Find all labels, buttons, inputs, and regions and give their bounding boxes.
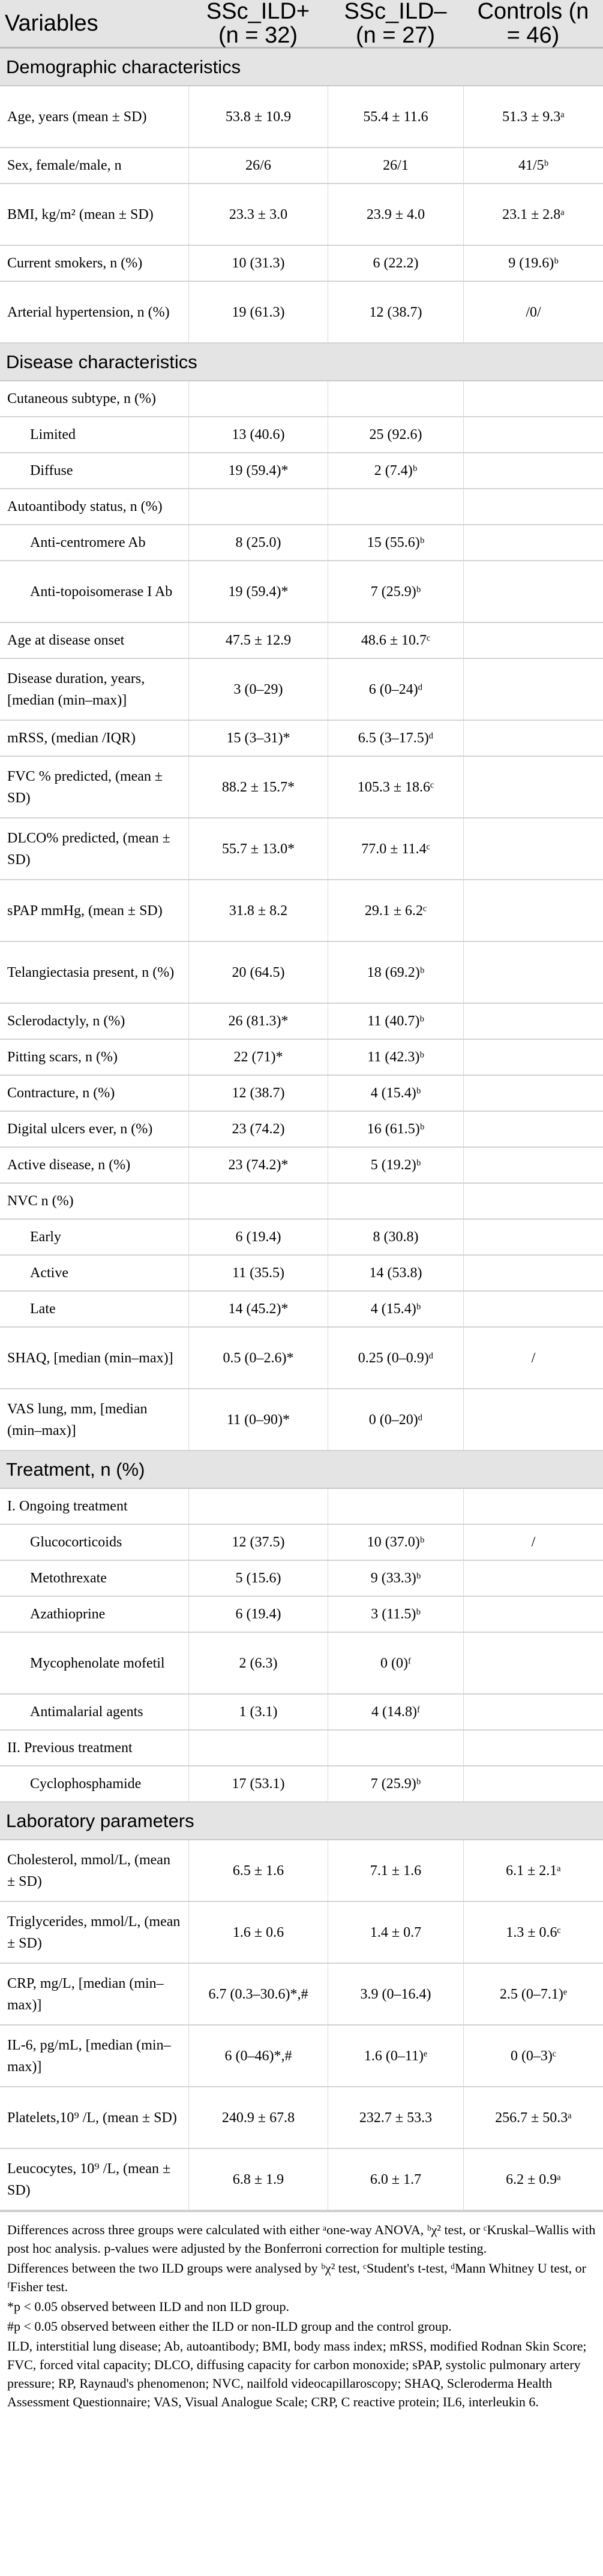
- cell-controls: /: [463, 1328, 603, 1388]
- cell-ssc-ild-plus: 0.5 (0–2.6)*: [188, 1328, 328, 1388]
- footnote: Differences between the two ILD groups were analysed by ᵇχ² test, ᶜStudent's t-test, ᵈMann Whitney U test, or ᶠFisher test.: [7, 2261, 587, 2294]
- table-row: [0, 1597, 603, 1633]
- row-label: Anti-centromere Ab: [30, 535, 146, 550]
- row-label: FVC % predicted, (mean ± SD): [7, 768, 163, 806]
- cell-controls: [463, 1256, 603, 1290]
- cell-ssc-ild-minus: 6 (0–24)ᵈ: [328, 659, 463, 720]
- header-controls: Controls (n = 46): [477, 0, 589, 48]
- cell-ssc-ild-minus: 5 (19.2)ᵇ: [328, 1148, 463, 1182]
- row-label: Anti-topoisomerase I Ab: [30, 583, 173, 600]
- cell-ssc-ild-plus: 23.3 ± 3.0: [188, 184, 328, 245]
- cell-ssc-ild-plus: 22 (71)*: [188, 1040, 328, 1075]
- cell-ssc-ild-minus: 16 (61.5)ᵇ: [328, 1112, 463, 1146]
- cell-controls: 0 (0–3)ᶜ: [463, 2026, 603, 2086]
- table-row: [0, 1328, 603, 1389]
- table-row: [0, 757, 603, 818]
- table-row: [0, 1633, 603, 1695]
- cell-ssc-ild-minus: [328, 489, 463, 524]
- row-label: Leucocytes, 10⁹ /L, (mean ± SD): [7, 2160, 171, 2198]
- table-row: [0, 721, 603, 757]
- cell-ssc-ild-minus: [328, 381, 463, 416]
- cell-ssc-ild-minus: [328, 1184, 463, 1218]
- cell-ssc-ild-plus: 2 (6.3): [188, 1633, 328, 1693]
- cell-controls: [463, 818, 603, 879]
- row-label: mRSS, (median /IQR): [7, 730, 136, 746]
- row-label: Age at disease onset: [7, 633, 125, 648]
- cell-ssc-ild-plus: 10 (31.3): [188, 246, 328, 281]
- cell-controls: [463, 381, 603, 416]
- table-row: [0, 1112, 603, 1148]
- cell-ssc-ild-minus: 1.4 ± 0.7: [328, 1902, 463, 1963]
- table-row: [0, 86, 603, 148]
- row-label: Disease duration, years, [median (min–max)]: [7, 670, 145, 708]
- cell-ssc-ild-minus: 55.4 ± 11.6: [328, 86, 463, 147]
- section-treatment: Treatment, n (%): [0, 1451, 603, 1489]
- row-label: Triglycerides, mmol/L, (mean ± SD): [7, 1913, 181, 1951]
- footnote: #p < 0.05 observed between either the ILD or non-ILD group and the control group.: [7, 2319, 452, 2334]
- cell-ssc-ild-plus: [188, 381, 328, 416]
- cell-controls: 9 (19.6)ᵇ: [463, 246, 603, 281]
- cell-ssc-ild-minus: 77.0 ± 11.4ᶜ: [328, 818, 463, 879]
- cell-ssc-ild-plus: 23 (74.2)*: [188, 1148, 328, 1182]
- cell-controls: [463, 1004, 603, 1039]
- cell-ssc-ild-plus: 88.2 ± 15.7*: [188, 757, 328, 817]
- table-row: [0, 1040, 603, 1076]
- laboratory-group: [0, 1840, 603, 2211]
- cell-ssc-ild-minus: 105.3 ± 18.6ᶜ: [328, 757, 463, 817]
- cell-ssc-ild-minus: 7 (25.9)ᵇ: [328, 1767, 463, 1801]
- table-header: [0, 0, 603, 49]
- table-row: [0, 880, 603, 942]
- table-row: [0, 1964, 603, 2026]
- row-label: Glucocorticoids: [30, 1534, 122, 1550]
- footnote: ILD, interstitial lung disease; Ab, autoantibody; BMI, body mass index; mRSS, modified Rodnan Skin Score; FVC, forced vital capacity; DLCO, diffusing capacity for carbon monoxide; sPAP, systolic pulmonary artery pressure; RP, Raynaud's phenomenon; NVC, nailfold videocapillaroscopy; SHAQ, Scleroderma Health Assessment Questionnaire; VAS, Visual Analogue Scale; CRP, C reactive protein; IL6, interleukin 6.: [7, 2339, 587, 2409]
- row-label: Azathioprine: [30, 1606, 106, 1622]
- cell-ssc-ild-minus: 18 (69.2)ᵇ: [328, 942, 463, 1003]
- table-row: [0, 1292, 603, 1328]
- table-row: [0, 1840, 603, 1902]
- section-laboratory: Laboratory parameters: [0, 1802, 603, 1840]
- table-footnotes: [0, 2211, 603, 2411]
- cell-controls: [463, 1040, 603, 1075]
- cell-ssc-ild-minus: 9 (33.3)ᵇ: [328, 1561, 463, 1596]
- demographic-group: [0, 86, 603, 344]
- table-row: [0, 1489, 603, 1525]
- table-row: [0, 1004, 603, 1040]
- row-label: Metothrexate: [30, 1570, 107, 1586]
- row-label: Arterial hypertension, n (%): [7, 304, 170, 320]
- cell-ssc-ild-minus: 23.9 ± 4.0: [328, 184, 463, 245]
- cell-ssc-ild-minus: 7.1 ± 1.6: [328, 1840, 463, 1901]
- row-label: Antimalarial agents: [30, 1704, 143, 1720]
- table-row: [0, 148, 603, 184]
- cell-controls: [463, 1597, 603, 1632]
- cell-controls: [463, 623, 603, 658]
- row-label: Mycophenolate mofetil: [30, 1655, 165, 1671]
- cell-ssc-ild-plus: 23 (74.2): [188, 1112, 328, 1146]
- cell-controls: [463, 1112, 603, 1146]
- cell-controls: 6.2 ± 0.9ᵃ: [463, 2149, 603, 2210]
- table-row: [0, 417, 603, 453]
- row-label: Limited: [30, 427, 76, 443]
- cell-ssc-ild-minus: 48.6 ± 10.7ᶜ: [328, 623, 463, 658]
- cell-ssc-ild-plus: 11 (35.5): [188, 1256, 328, 1290]
- cell-controls: 23.1 ± 2.8ᵃ: [463, 184, 603, 245]
- cell-ssc-ild-plus: 6.7 (0.3–30.6)*,#: [188, 1964, 328, 2024]
- cell-ssc-ild-minus: 6.5 (3–17.5)ᵈ: [328, 721, 463, 756]
- cell-controls: [463, 757, 603, 817]
- cell-ssc-ild-plus: 55.7 ± 13.0*: [188, 818, 328, 879]
- cell-controls: [463, 1220, 603, 1254]
- cell-ssc-ild-minus: 0.25 (0–0.9)ᵈ: [328, 1328, 463, 1388]
- cell-ssc-ild-minus: 232.7 ± 53.3: [328, 2087, 463, 2148]
- row-label: Cholesterol, mmol/L, (mean ± SD): [7, 1852, 170, 1889]
- cell-controls: 2.5 (0–7.1)ᵉ: [463, 1964, 603, 2024]
- table-row: [0, 525, 603, 561]
- cell-controls: 41/5ᵇ: [463, 148, 603, 183]
- row-label: Early: [30, 1229, 61, 1245]
- cell-ssc-ild-minus: 2 (7.4)ᵇ: [328, 453, 463, 488]
- cell-ssc-ild-minus: 3 (11.5)ᵇ: [328, 1597, 463, 1632]
- section-demographic: Demographic characteristics: [0, 49, 603, 86]
- row-label: Active: [30, 1265, 68, 1281]
- cell-ssc-ild-plus: 6 (19.4): [188, 1220, 328, 1254]
- disease-group: [0, 381, 603, 1451]
- cell-controls: [463, 1767, 603, 1801]
- table-row: [0, 1902, 603, 1964]
- header-ssc-ild-plus: SSc_ILD+ (n = 32): [206, 0, 310, 48]
- row-label: Telangiectasia present, n (%): [7, 964, 175, 980]
- row-label: I. Ongoing treatment: [7, 1498, 128, 1514]
- table-row: [0, 2149, 603, 2211]
- cell-ssc-ild-minus: 12 (38.7): [328, 282, 463, 342]
- cell-controls: [463, 1292, 603, 1326]
- row-label: VAS lung, mm, [median (min–max)]: [7, 1401, 148, 1439]
- cell-controls: /: [463, 1525, 603, 1560]
- cell-ssc-ild-plus: 240.9 ± 67.8: [188, 2087, 328, 2148]
- cell-ssc-ild-minus: 6 (22.2): [328, 246, 463, 281]
- table-row: [0, 453, 603, 489]
- cell-ssc-ild-plus: 20 (64.5): [188, 942, 328, 1003]
- cell-ssc-ild-minus: 11 (42.3)ᵇ: [328, 1040, 463, 1075]
- table-row: [0, 1731, 603, 1767]
- cell-ssc-ild-plus: 13 (40.6): [188, 417, 328, 452]
- cell-controls: [463, 1695, 603, 1729]
- table-row: [0, 1076, 603, 1112]
- cell-ssc-ild-minus: 1.6 (0–11)ᵉ: [328, 2026, 463, 2086]
- cell-controls: [463, 453, 603, 488]
- cell-ssc-ild-plus: 15 (3–31)*: [188, 721, 328, 756]
- table-row: [0, 659, 603, 721]
- cell-ssc-ild-minus: 11 (40.7)ᵇ: [328, 1004, 463, 1039]
- cell-controls: 1.3 ± 0.6ᶜ: [463, 1902, 603, 1963]
- table-row: [0, 818, 603, 880]
- row-label: Cutaneous subtype, n (%): [7, 391, 156, 407]
- cell-ssc-ild-minus: 10 (37.0)ᵇ: [328, 1525, 463, 1560]
- row-label: DLCO% predicted, (mean ± SD): [7, 830, 170, 868]
- table-row: [0, 1148, 603, 1184]
- cell-ssc-ild-plus: 14 (45.2)*: [188, 1292, 328, 1326]
- cell-ssc-ild-minus: 0 (0)ᶠ: [328, 1633, 463, 1693]
- row-label: Contracture, n (%): [7, 1085, 115, 1101]
- table-row: [0, 381, 603, 417]
- cell-ssc-ild-plus: 19 (59.4)*: [188, 561, 328, 622]
- cell-ssc-ild-minus: 8 (30.8): [328, 1220, 463, 1254]
- section-disease: Disease characteristics: [0, 344, 603, 381]
- cell-ssc-ild-plus: 11 (0–90)*: [188, 1389, 328, 1450]
- cell-controls: [463, 1184, 603, 1218]
- row-label: Current smokers, n (%): [7, 255, 143, 271]
- cell-ssc-ild-plus: 6.8 ± 1.9: [188, 2149, 328, 2210]
- cell-ssc-ild-plus: [188, 1731, 328, 1765]
- cell-ssc-ild-plus: 12 (37.5): [188, 1525, 328, 1560]
- cell-ssc-ild-plus: 26 (81.3)*: [188, 1004, 328, 1039]
- cell-ssc-ild-plus: 26/6: [188, 148, 328, 183]
- cell-ssc-ild-minus: 26/1: [328, 148, 463, 183]
- row-label: BMI, kg/m² (mean ± SD): [7, 206, 154, 222]
- row-label: Cyclophosphamide: [30, 1776, 142, 1792]
- row-label: CRP, mg/L, [median (min–max)]: [7, 1975, 164, 2013]
- cell-controls: [463, 1076, 603, 1111]
- cell-controls: [463, 1731, 603, 1765]
- footnote: *p < 0.05 observed between ILD and non ILD group.: [7, 2299, 290, 2314]
- row-label: Pitting scars, n (%): [7, 1049, 118, 1065]
- row-label: Autoantibody status, n (%): [7, 499, 163, 514]
- table-row: [0, 1767, 603, 1802]
- cell-ssc-ild-plus: 19 (61.3): [188, 282, 328, 342]
- cell-controls: [463, 880, 603, 941]
- cell-controls: [463, 942, 603, 1003]
- cell-ssc-ild-plus: 6 (19.4): [188, 1597, 328, 1632]
- cell-ssc-ild-minus: 6.0 ± 1.7: [328, 2149, 463, 2210]
- row-label: sPAP mmHg, (mean ± SD): [7, 902, 163, 919]
- cell-ssc-ild-minus: 7 (25.9)ᵇ: [328, 561, 463, 622]
- cell-ssc-ild-plus: 47.5 ± 12.9: [188, 623, 328, 658]
- cell-ssc-ild-minus: 4 (15.4)ᵇ: [328, 1292, 463, 1326]
- table-row: [0, 1561, 603, 1597]
- cell-ssc-ild-plus: 1 (3.1): [188, 1695, 328, 1729]
- table-row: [0, 561, 603, 623]
- treatment-group: [0, 1489, 603, 1802]
- table-row: [0, 1220, 603, 1256]
- cell-ssc-ild-plus: 6 (0–46)*,#: [188, 2026, 328, 2086]
- cell-controls: [463, 1561, 603, 1596]
- cell-controls: 51.3 ± 9.3ᵃ: [463, 86, 603, 147]
- table-row: [0, 1184, 603, 1220]
- row-label: Active disease, n (%): [7, 1157, 131, 1173]
- cell-ssc-ild-minus: [328, 1731, 463, 1765]
- cell-controls: [463, 721, 603, 756]
- table-row: [0, 246, 603, 282]
- cell-ssc-ild-minus: 25 (92.6): [328, 417, 463, 452]
- cell-controls: [463, 1489, 603, 1524]
- cell-ssc-ild-minus: 3.9 (0–16.4): [328, 1964, 463, 2024]
- cell-ssc-ild-plus: [188, 489, 328, 524]
- cell-controls: 256.7 ± 50.3ᵃ: [463, 2087, 603, 2148]
- row-label: Digital ulcers ever, n (%): [7, 1121, 153, 1137]
- table-row: [0, 282, 603, 344]
- cell-controls: 6.1 ± 2.1ᵃ: [463, 1840, 603, 1901]
- cell-controls: [463, 417, 603, 452]
- row-label: SHAQ, [median (min–max)]: [7, 1350, 173, 1366]
- cell-ssc-ild-minus: 29.1 ± 6.2ᶜ: [328, 880, 463, 941]
- cell-ssc-ild-minus: 4 (15.4)ᵇ: [328, 1076, 463, 1111]
- table-row: [0, 2026, 603, 2087]
- table-row: [0, 1695, 603, 1731]
- cell-ssc-ild-plus: 5 (15.6): [188, 1561, 328, 1596]
- cell-ssc-ild-plus: 31.8 ± 8.2: [188, 880, 328, 941]
- cell-ssc-ild-plus: 19 (59.4)*: [188, 453, 328, 488]
- footnote: Differences across three groups were calculated with either ᵃone-way ANOVA, ᵇχ² test, or ᶜKruskal–Wallis with post hoc analysis. p-values were adjusted by the Bonferroni correction for multiple testing.: [7, 2222, 596, 2256]
- cell-controls: [463, 1148, 603, 1182]
- cell-ssc-ild-plus: 1.6 ± 0.6: [188, 1902, 328, 1963]
- table-row: [0, 489, 603, 525]
- cell-ssc-ild-plus: [188, 1184, 328, 1218]
- table-row: [0, 2087, 603, 2149]
- cell-ssc-ild-plus: 8 (25.0): [188, 525, 328, 560]
- cell-ssc-ild-minus: [328, 1489, 463, 1524]
- cell-controls: [463, 1389, 603, 1450]
- table-row: [0, 1389, 603, 1451]
- table-row: [0, 623, 603, 659]
- cell-controls: [463, 1633, 603, 1693]
- cell-controls: [463, 659, 603, 720]
- cell-ssc-ild-plus: [188, 1489, 328, 1524]
- cell-ssc-ild-plus: 12 (38.7): [188, 1076, 328, 1111]
- table-row: [0, 942, 603, 1004]
- cell-ssc-ild-minus: 15 (55.6)ᵇ: [328, 525, 463, 560]
- row-label: Diffuse: [30, 463, 73, 479]
- cell-ssc-ild-plus: 53.8 ± 10.9: [188, 86, 328, 147]
- row-label: Sex, female/male, n: [7, 158, 122, 173]
- row-label: Late: [30, 1301, 56, 1317]
- cell-controls: [463, 525, 603, 560]
- cell-ssc-ild-minus: 4 (14.8)ᶠ: [328, 1695, 463, 1729]
- row-label: Platelets,10⁹ /L, (mean ± SD): [7, 2109, 177, 2126]
- row-label: NVC n (%): [7, 1193, 74, 1209]
- cell-controls: [463, 489, 603, 524]
- cell-ssc-ild-minus: 0 (0–20)ᵈ: [328, 1389, 463, 1450]
- cell-controls: [463, 561, 603, 622]
- table-row: [0, 1525, 603, 1561]
- cell-ssc-ild-minus: 14 (53.8): [328, 1256, 463, 1290]
- cell-ssc-ild-plus: 6.5 ± 1.6: [188, 1840, 328, 1901]
- cell-ssc-ild-plus: 17 (53.1): [188, 1767, 328, 1801]
- row-label: Sclerodactyly, n (%): [7, 1013, 125, 1029]
- header-ssc-ild-minus: SSc_ILD– (n = 27): [344, 0, 447, 48]
- header-variables: Variables: [5, 11, 98, 36]
- table-row: [0, 1256, 603, 1292]
- row-label: IL-6, pg/mL, [median (min–max)]: [7, 2037, 171, 2075]
- row-label: II. Previous treatment: [7, 1740, 133, 1756]
- table-row: [0, 184, 603, 246]
- row-label: Age, years (mean ± SD): [7, 109, 147, 125]
- cell-ssc-ild-plus: 3 (0–29): [188, 659, 328, 720]
- cell-controls: /0/: [463, 282, 603, 342]
